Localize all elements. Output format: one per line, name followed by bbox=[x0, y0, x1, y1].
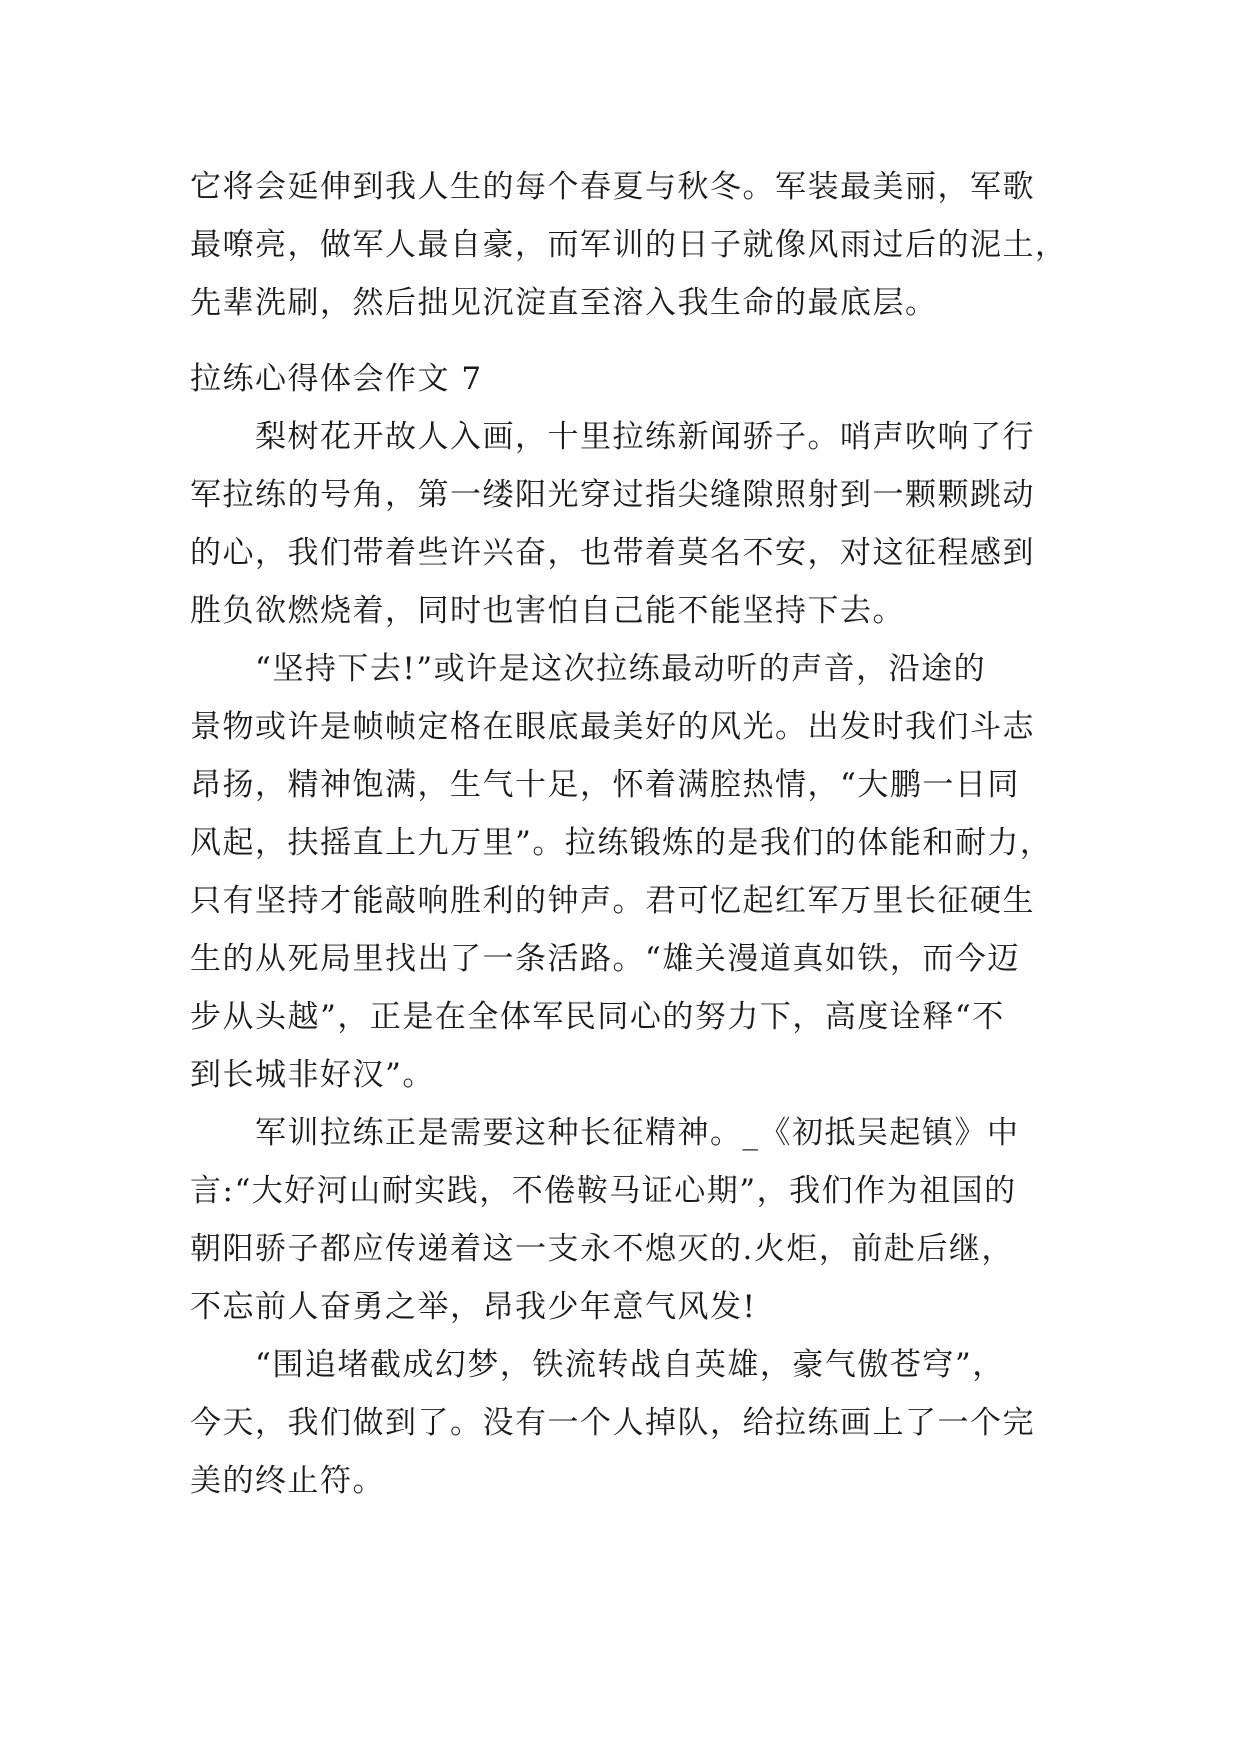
text-line: 军拉练的号角，第一缕阳光穿过指尖缝隙照射到一颗颗跳动 bbox=[190, 477, 1035, 513]
text-line: 先辈洗刷，然后拙见沉淀直至溶入我生命的最底层。 bbox=[190, 285, 938, 321]
text-line: 胜负欲燃烧着，同时也害怕自己能不能坚持下去。 bbox=[190, 593, 905, 629]
text-line: “坚持下去!”或许是这次拉练最动听的声音，沿途的 bbox=[190, 651, 987, 687]
text-line: 步从头越”，正是在全体军民同心的努力下，高度诠释“不 bbox=[190, 999, 1005, 1035]
section-heading-block bbox=[190, 350, 1050, 408]
text-line: 军训拉练正是需要这种长征精神。_《初抵吴起镇》中 bbox=[190, 1115, 1020, 1151]
text-line: 不忘前人奋勇之举，昂我少年意气风发! bbox=[190, 1289, 757, 1325]
section-title: 拉练心得体会作文 7 bbox=[190, 361, 483, 397]
text-line: 朝阳骄子都应传递着这一支永不熄灭的.火炬，前赴后继， bbox=[190, 1231, 1014, 1267]
text-line: 景物或许是帧帧定格在眼底最美好的风光。出发时我们斗志 bbox=[190, 709, 1035, 745]
text-line: 只有坚持才能敲响胜利的钟声。君可忆起红军万里长征硬生 bbox=[190, 883, 1035, 919]
section-body bbox=[190, 408, 1053, 1510]
text-line: 最嘹亮，做军人最自豪，而军训的日子就像风雨过后的泥土， bbox=[190, 227, 1068, 263]
text-line: 它将会延伸到我人生的每个春夏与秋冬。军装最美丽，军歌 bbox=[190, 169, 1035, 205]
text-line: 梨树花开故人入画，十里拉练新闻骄子。哨声吹响了行 bbox=[190, 419, 1035, 455]
text-line: 生的从死局里找出了一条活路。“雄关漫道真如铁，而今迈 bbox=[190, 941, 1020, 977]
text-line: 风起，扶摇直上九万里”。拉练锻炼的是我们的体能和耐力， bbox=[190, 825, 1053, 861]
text-line: 到长城非好汉”。 bbox=[190, 1057, 435, 1093]
intro-paragraph bbox=[190, 158, 1068, 332]
text-line: “围追堵截成幻梦，铁流转战自英雄，豪气傲苍穹”， bbox=[190, 1347, 1005, 1383]
text-line: 今天，我们做到了。没有一个人掉队，给拉练画上了一个完 bbox=[190, 1405, 1035, 1441]
text-line: 昂扬，精神饱满，生气十足，怀着满腔热情，“大鹏一日同 bbox=[190, 767, 1020, 803]
text-line: 的心，我们带着些许兴奋，也带着莫名不安，对这征程感到 bbox=[190, 535, 1035, 571]
text-line: 言:“大好河山耐实践，不倦鞍马证心期”，我们作为祖国的 bbox=[190, 1173, 1017, 1209]
text-line: 美的终止符。 bbox=[190, 1463, 385, 1499]
